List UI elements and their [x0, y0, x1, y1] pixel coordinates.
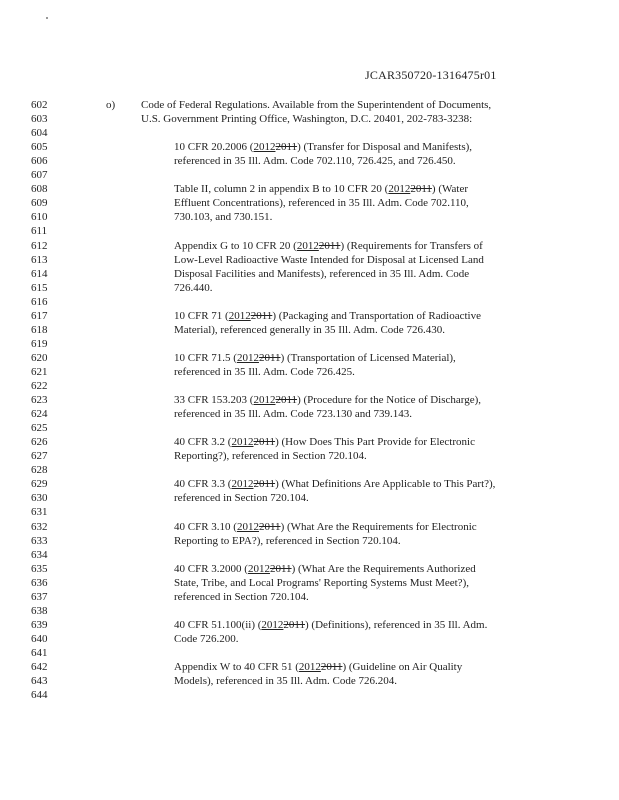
- intro-line-1: Code of Federal Regulations. Available from the Superintendent of Documents,: [141, 99, 492, 111]
- reference-entry-line-2: referenced in 35 Ill. Adm. Code 726.425.: [174, 365, 355, 378]
- reference-title: ) (Water: [431, 183, 468, 196]
- line-number: 636: [31, 576, 48, 589]
- reference-entry-line-1: [174, 618, 487, 632]
- reference-entry-line-1: [174, 309, 481, 323]
- line-number: 642: [31, 661, 48, 673]
- inserted-year: 2012: [253, 141, 276, 154]
- deleted-year: 2011: [320, 661, 343, 673]
- line-number: 618: [31, 323, 48, 336]
- reference-citation: 40 CFR 51.100(ii) (: [174, 618, 262, 631]
- reference-entry-line-3: 730.103, and 730.151.: [174, 211, 273, 224]
- line-number: 612: [31, 239, 48, 252]
- line-number: 614: [31, 267, 48, 280]
- inserted-year: 2012: [253, 394, 276, 407]
- reference-citation: Appendix G to 10 CFR 20 (: [174, 239, 297, 252]
- reference-title: ) (Procedure for the Notice of Discharge),: [297, 394, 482, 407]
- line-number: 641: [31, 646, 48, 659]
- line-number: 616: [31, 295, 48, 308]
- reference-title: ) (What Are the Requirements for Electronic: [280, 520, 477, 533]
- reference-entry-line-2: Low-Level Radioactive Waste Intended for Disposal at Licensed Land: [174, 253, 484, 266]
- line-number: 638: [31, 604, 48, 617]
- reference-title: ) (Transportation of Licensed Material),: [280, 351, 456, 364]
- line-number: 630: [31, 492, 48, 505]
- inserted-year: 2012: [228, 309, 251, 322]
- reference-citation: 10 CFR 71 (: [174, 309, 229, 322]
- reference-entry-line-2: Material), referenced generally in 35 Ill. Adm. Code 726.430.: [174, 323, 445, 336]
- line-number: 604: [31, 127, 48, 140]
- line-number: 606: [31, 155, 48, 168]
- reference-title: ) (How Does This Part Provide for Electronic: [275, 436, 475, 449]
- deleted-year: 2011: [253, 478, 276, 491]
- reference-title: ) (Requirements for Transfers of: [340, 239, 483, 252]
- reference-entry-line-2: referenced in Section 720.104.: [174, 492, 309, 505]
- reference-citation: 10 CFR 20.2006 (: [174, 141, 254, 154]
- reference-entry-line-1: [174, 660, 462, 674]
- reference-citation: Appendix W to 40 CFR 51 (: [174, 661, 299, 673]
- line-number: 613: [31, 253, 48, 266]
- reference-entry-line-2: State, Tribe, and Local Programs' Reporting Systems Must Meet?),: [174, 576, 469, 589]
- deleted-year: 2011: [253, 436, 276, 449]
- line-number: 611: [31, 225, 48, 238]
- line-number: 605: [31, 141, 48, 154]
- reference-entry-line-3: Disposal Facilities and Manifests), referenced in 35 Ill. Adm. Code: [174, 267, 470, 280]
- reference-title: ) (What Definitions Are Applicable to This Part?),: [275, 478, 496, 491]
- intro-line-2: U.S. Government Printing Office, Washington, D.C. 20401, 202-783-3238:: [141, 113, 473, 125]
- inserted-year: 2012: [388, 183, 411, 196]
- line-number: 626: [31, 436, 48, 449]
- reference-title: ) (What Are the Requirements Authorized: [291, 562, 476, 575]
- line-number: 632: [31, 520, 48, 533]
- reference-entry-line-2: Reporting?), referenced in Section 720.104.: [174, 450, 367, 463]
- reference-entry-line-1: [174, 435, 475, 449]
- line-number: 608: [31, 183, 48, 196]
- inserted-year: 2012: [231, 478, 254, 491]
- line-number: 628: [31, 464, 48, 477]
- reference-title: ) (Guideline on Air Quality: [342, 661, 463, 673]
- inserted-year: 2012: [261, 618, 284, 631]
- reference-entry-line-1: [174, 351, 456, 365]
- reference-entry-line-1: [174, 520, 477, 534]
- deleted-year: 2011: [269, 562, 292, 575]
- reference-title: ) (Packaging and Transportation of Radioactive: [272, 309, 481, 322]
- line-number: 610: [31, 211, 48, 224]
- line-number: 631: [31, 506, 48, 519]
- line-number: 624: [31, 408, 48, 421]
- deleted-year: 2011: [410, 183, 432, 196]
- inserted-year: 2012: [236, 351, 259, 364]
- line-number: 617: [31, 309, 48, 322]
- reference-citation: 40 CFR 3.3 (: [174, 478, 232, 491]
- line-number: 623: [31, 394, 48, 407]
- line-number: 619: [31, 337, 48, 350]
- reference-citation: 40 CFR 3.2 (: [174, 436, 232, 449]
- reference-entry-line-1: [174, 182, 468, 196]
- line-number: 621: [31, 365, 48, 378]
- reference-entry-line-3: referenced in Section 720.104.: [174, 590, 309, 603]
- deleted-year: 2011: [258, 520, 281, 533]
- deleted-year: 2011: [258, 351, 281, 364]
- document-id: JCAR350720-1316475r01: [365, 68, 497, 82]
- inserted-year: 2012: [247, 562, 270, 575]
- line-number: 602: [31, 99, 48, 111]
- item-marker: o): [106, 99, 116, 111]
- reference-entry-line-2: Code 726.200.: [174, 632, 239, 645]
- line-number: 640: [31, 632, 48, 645]
- line-number: 634: [31, 548, 48, 561]
- reference-entry-line-1: [174, 393, 481, 407]
- line-number: 625: [31, 422, 48, 435]
- line-number: 627: [31, 450, 48, 463]
- line-number: 639: [31, 618, 48, 631]
- reference-entry-line-1: [174, 140, 472, 154]
- reference-entry-line-1: [174, 562, 476, 576]
- inserted-year: 2012: [296, 239, 319, 252]
- reference-citation: Table II, column 2 in appendix B to 10 CFR 20 (: [174, 183, 389, 196]
- line-number: 643: [31, 675, 48, 688]
- line-number: 635: [31, 562, 48, 575]
- line-number: 629: [31, 478, 48, 491]
- reference-title: ) (Transfer for Disposal and Manifests),: [297, 141, 473, 154]
- line-number: 620: [31, 351, 48, 364]
- reference-entry-line-2: Reporting to EPA?), referenced in Section 720.104.: [174, 534, 401, 547]
- reference-entry-line-2: referenced in 35 Ill. Adm. Code 702.110, 726.425, and 726.450.: [174, 155, 456, 168]
- deleted-year: 2011: [318, 239, 341, 252]
- line-number: 609: [31, 197, 48, 210]
- reference-entry-line-2: referenced in 35 Ill. Adm. Code 723.130 and 739.143.: [174, 408, 412, 421]
- reference-citation: 40 CFR 3.10 (: [174, 520, 237, 533]
- reference-entry-line-2: Models), referenced in 35 Ill. Adm. Code 726.204.: [174, 675, 398, 688]
- reference-entry-line-4: 726.440.: [174, 281, 213, 294]
- inserted-year: 2012: [236, 520, 259, 533]
- reference-citation: 40 CFR 3.2000 (: [174, 562, 248, 575]
- line-number: 603: [31, 113, 48, 126]
- inserted-year: 2012: [298, 661, 321, 673]
- line-number: 607: [31, 169, 48, 182]
- line-number: 644: [31, 689, 48, 702]
- reference-citation: 33 CFR 153.203 (: [174, 394, 254, 407]
- line-number: 615: [31, 281, 48, 294]
- deleted-year: 2011: [275, 141, 298, 154]
- reference-entry-line-2: Effluent Concentrations), referenced in 35 Ill. Adm. Code 702.110,: [174, 197, 469, 210]
- deleted-year: 2011: [250, 309, 273, 322]
- inserted-year: 2012: [231, 436, 254, 449]
- line-number: 622: [31, 380, 48, 392]
- line-number: 637: [31, 590, 48, 603]
- reference-citation: 10 CFR 71.5 (: [174, 351, 237, 364]
- reference-entry-line-1: [174, 477, 495, 491]
- deleted-year: 2011: [283, 618, 305, 631]
- reference-title: ) (Definitions), referenced in 35 Ill. Adm.: [305, 618, 488, 631]
- deleted-year: 2011: [275, 394, 298, 407]
- line-number: 633: [31, 534, 48, 547]
- scan-speck: [46, 17, 48, 19]
- reference-entry-line-1: [174, 239, 483, 253]
